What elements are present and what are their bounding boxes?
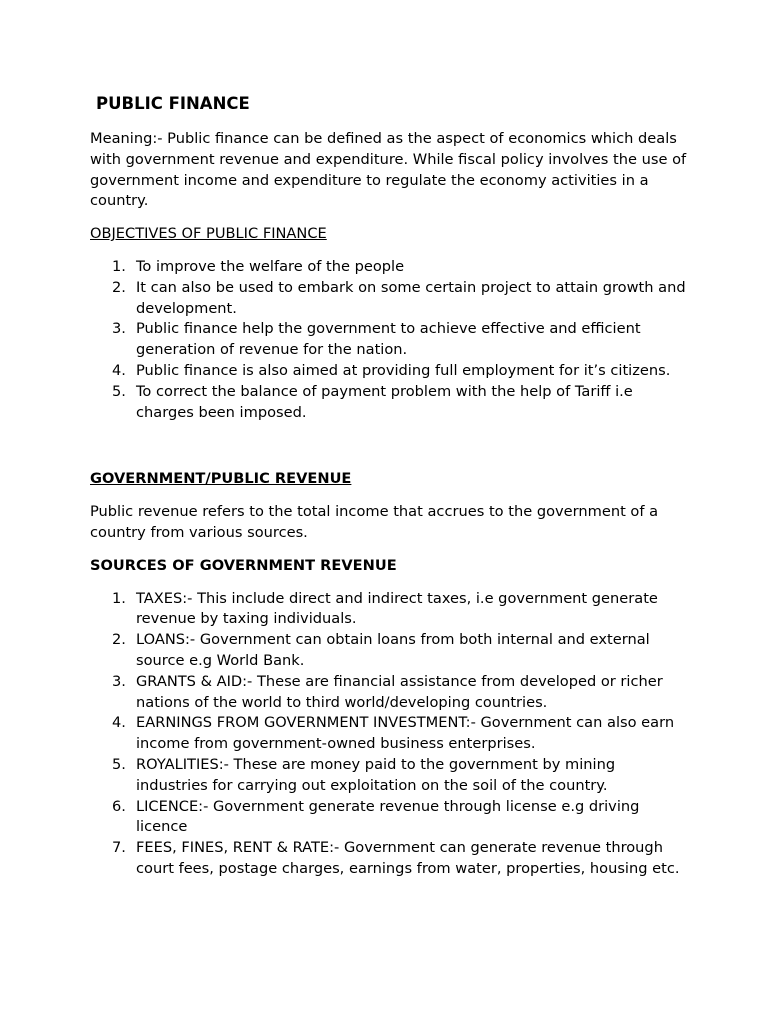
list-item-number: 2. bbox=[112, 278, 126, 296]
list-item bbox=[90, 278, 690, 320]
list-item-text: EARNINGS FROM GOVERNMENT INVESTMENT:- Government can also earn income from government-owned business enterprises. bbox=[136, 714, 675, 753]
list-item bbox=[90, 672, 690, 714]
document-page bbox=[90, 93, 690, 880]
revenue-paragraph: Public revenue refers to the total income that accrues to the government of a country from various sources. bbox=[90, 503, 659, 541]
list-item bbox=[90, 630, 690, 672]
list-item bbox=[90, 319, 690, 361]
list-item-text: Public finance is also aimed at providing full employment for it’s citizens. bbox=[136, 361, 671, 379]
list-item-number: 5. bbox=[112, 755, 126, 773]
objectives-list bbox=[90, 257, 690, 423]
list-item-number: 1. bbox=[112, 589, 126, 607]
list-item-number: 3. bbox=[112, 672, 126, 690]
list-item-text: ROYALITIES:- These are money paid to the government by mining industries for carrying out exploitation on the soil of the country. bbox=[136, 755, 616, 794]
list-item-text: To improve the welfare of the people bbox=[136, 257, 405, 275]
list-item-text: It can also be used to embark on some certain project to attain growth and development. bbox=[136, 278, 686, 317]
revenue-heading: GOVERNMENT/PUBLIC REVENUE bbox=[90, 470, 352, 488]
list-item-number: 6. bbox=[112, 797, 126, 815]
list-item-number: 4. bbox=[112, 361, 126, 379]
list-item-number: 5. bbox=[112, 382, 126, 400]
list-item-text: Public finance help the government to achieve effective and efficient generation of revenue for the nation. bbox=[136, 320, 641, 359]
list-item bbox=[90, 257, 690, 278]
objectives-heading: OBJECTIVES OF PUBLIC FINANCE bbox=[90, 225, 327, 243]
list-item-text: LICENCE:- Government generate revenue through license e.g driving licence bbox=[136, 797, 640, 836]
meaning-paragraph: Meaning:- Public finance can be defined as the aspect of economics which deals with government revenue and expenditure. While fiscal policy involves the use of government income and expenditure to regulate the economy activities in a country. bbox=[90, 130, 687, 210]
document-title: PUBLIC FINANCE bbox=[96, 94, 250, 113]
list-item-number: 2. bbox=[112, 631, 126, 649]
list-item bbox=[90, 713, 690, 755]
list-item bbox=[90, 589, 690, 631]
list-item-text: LOANS:- Government can obtain loans from both internal and external source e.g World Bank. bbox=[136, 631, 650, 669]
list-item-text: TAXES:- This include direct and indirect taxes, i.e government generate revenue by taxing individuals. bbox=[136, 589, 658, 628]
list-item-number: 1. bbox=[112, 257, 126, 275]
list-item bbox=[90, 755, 690, 797]
list-item-number: 3. bbox=[112, 320, 126, 338]
sources-heading: SOURCES OF GOVERNMENT REVENUE bbox=[90, 556, 397, 574]
sources-list bbox=[90, 589, 690, 880]
list-item bbox=[90, 797, 690, 839]
list-item-text: To correct the balance of payment problem with the help of Tariff i.e charges been imposed. bbox=[136, 382, 633, 421]
list-item bbox=[90, 838, 690, 880]
list-item bbox=[90, 382, 690, 424]
list-item-text: GRANTS & AID:- These are financial assistance from developed or richer nations of the world to third world/developing countries. bbox=[136, 672, 663, 711]
list-item-number: 4. bbox=[112, 714, 126, 732]
list-item-text: FEES, FINES, RENT & RATE:- Government can generate revenue through court fees, postage charges, earnings from water, properties, housing etc. bbox=[136, 839, 680, 877]
list-item bbox=[90, 361, 690, 382]
list-item-number: 7. bbox=[112, 839, 126, 857]
